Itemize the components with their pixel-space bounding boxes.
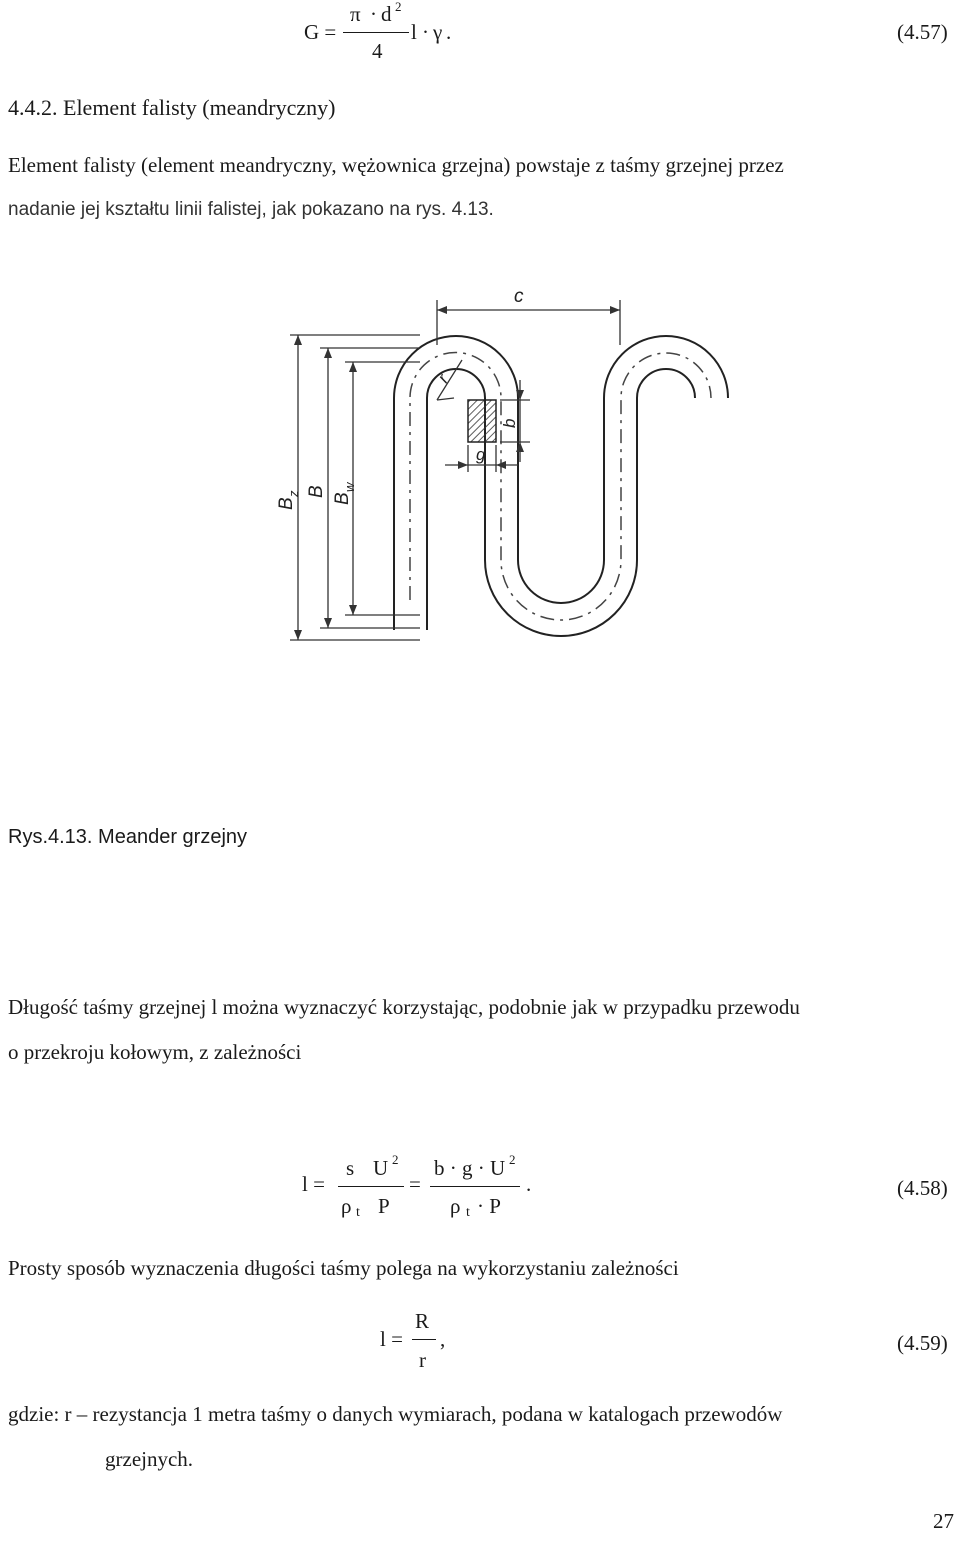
paragraph-3-line-1: Prosty sposób wyznaczenia długości taśmy polega na wykorzystaniu zależności [8,1256,679,1280]
meander-center-line [410,353,711,620]
eq-458-lhs: l = [302,1172,325,1196]
label-bw-sub: w [342,482,357,492]
eq-459-lhs: l = [380,1327,403,1351]
tube-left-inner [427,369,695,636]
eq-458-den1-sub: t [356,1205,360,1220]
label-bz: B [276,497,297,510]
eq-457-gamma: γ [433,20,443,44]
eq-458-exp1: 2 [392,1152,399,1167]
eq-458-den2-rho: ρ [450,1194,461,1218]
eq-459-denominator: r [419,1348,426,1372]
eq-459-numerator: R [415,1309,430,1333]
eq-459-number: (4.59) [897,1331,948,1355]
eq-459-fraction-bar [412,1339,436,1340]
label-bw: B [332,492,353,505]
eq-457-lhs: G = [304,20,337,44]
eq-459-comma: , [440,1327,446,1351]
label-r: r [433,370,453,387]
paragraph-1-line-1: Element falisty (element meandryczny, wężownica grzejna) powstaje z taśmy grzejnej przez [8,153,784,177]
eq-457-number: (4.57) [897,20,948,44]
label-bz-sub: z [286,490,301,497]
eq-458-number: (4.58) [897,1176,948,1200]
eq-458-den1-P: P [378,1194,390,1218]
eq-458-den2-sub: t [466,1205,470,1220]
eq-457-pi: π [350,2,361,26]
eq-457-dot2: · [422,20,429,44]
section-heading: 4.4.2. Element falisty (meandryczny) [8,95,336,120]
paragraph-2-line-2: o przekroju kołowym, z zależności [8,1040,302,1064]
eq-457-dot: · [370,2,377,26]
eq-458-equals: = [409,1172,421,1196]
eq-457-denominator: 4 [372,39,383,63]
paragraph-4-line-1: gdzie: r – rezystancja 1 metra taśmy o danych wymiarach, podana w katalogach przewodów [8,1402,783,1426]
page-number: 27 [933,1509,954,1533]
eq-457-exponent: 2 [395,0,402,14]
label-b: b [500,418,519,428]
eq-458-period: . [526,1172,532,1196]
meander-figure [0,235,960,685]
eq-457-d: d [381,2,392,26]
eq-458-num1-U: U [373,1156,389,1180]
eq-458-exp2: 2 [509,1152,516,1167]
label-b-total: B [306,485,327,498]
paragraph-4-line-2: grzejnych. [105,1447,194,1471]
eq-458-fraction-bar-1 [338,1186,404,1187]
eq-458-den2-P: · P [477,1194,501,1218]
eq-457-fraction-bar [343,32,409,33]
eq-458-fraction-bar-2 [430,1186,520,1187]
label-g: g [476,445,486,464]
meander-outer-contour [360,347,727,632]
figure-caption: Rys.4.13. Meander grzejny [8,826,248,848]
eq-458-num1-s: s [346,1156,355,1180]
eq-457-period: . [446,20,452,44]
paragraph-1-line-2: nadanie jej kształtu linii falistej, jak pokazano na rys. 4.13. [8,199,494,220]
label-c: c [514,286,524,307]
paragraph-2-line-1: Długość taśmy grzejnej l można wyznaczyć korzystając, podobnie jak w przypadku przewodu [8,995,800,1019]
eq-458-num2: b · g · U [434,1156,506,1180]
eq-458-den1-rho: ρ [341,1194,352,1218]
eq-457-l: l [411,20,417,44]
cross-section-hatch [468,400,496,442]
